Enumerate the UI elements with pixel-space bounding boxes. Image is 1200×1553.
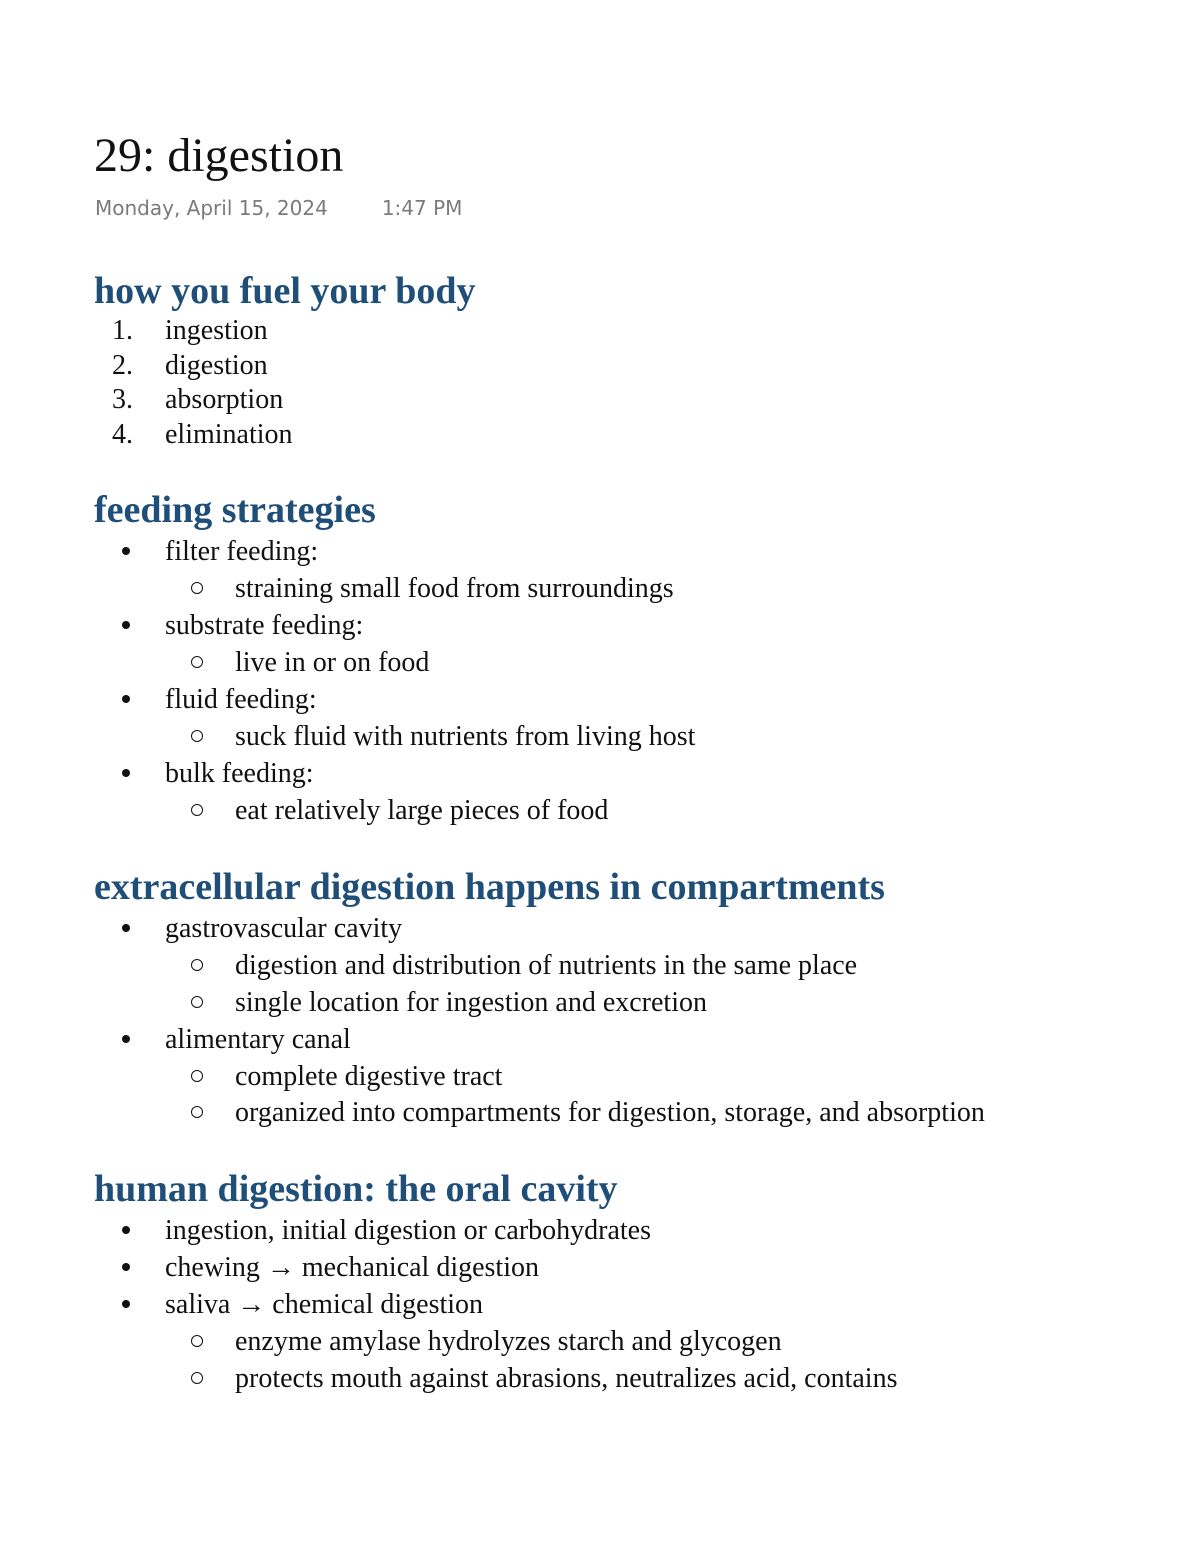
note-body [94,268,1094,1436]
note-time: 1:47 PM [381,196,463,220]
page-title: 29: digestion [94,129,344,182]
section-heading: how you fuel your body [94,270,476,312]
hollow-bullet-icon [191,959,203,971]
sub-list-item: suck fluid with nutrients from living host [94,718,1094,755]
list-item: ingestion, initial digestion or carbohydrates [94,1212,1094,1249]
bullet-icon [122,1226,130,1234]
list-item: fluid feeding: suck fluid with nutrients from living host [94,681,1094,755]
hollow-bullet-icon [191,804,203,816]
list-item: substrate feeding: live in or on food [94,607,1094,681]
section-heading: extracellular digestion happens in compartments [94,866,885,908]
list-item: 1. ingestion [112,315,268,346]
hollow-bullet-icon [191,996,203,1008]
bullet-list [94,533,1094,829]
list-item: gastrovascular cavity digestion and distribution of nutrients in the same place single location for ingestion and excretion [94,910,1094,1021]
list-item: chewing → mechanical digestion [94,1249,1094,1286]
hollow-bullet-icon [191,1372,203,1384]
hollow-bullet-icon [191,730,203,742]
section-extracellular-digestion [94,864,1094,1131]
bullet-list [94,1212,1094,1397]
list-item: filter feeding: straining small food from surroundings [94,533,1094,607]
list-item: alimentary canal complete digestive tract organized into compartments for digestion, storage, and absorption [94,1021,1094,1131]
hollow-bullet-icon [191,1106,203,1118]
sub-list-item: eat relatively large pieces of food [94,792,1094,829]
bullet-icon [122,1035,130,1043]
hollow-bullet-icon [191,1070,203,1082]
bullet-icon [122,1300,130,1308]
section-heading: human digestion: the oral cavity [94,1168,618,1210]
bullet-icon [122,769,130,777]
section-oral-cavity [94,1166,1094,1397]
section-feeding-strategies [94,487,1094,829]
hollow-bullet-icon [191,1335,203,1347]
bullet-icon [122,621,130,629]
list-item: bulk feeding: eat relatively large pieces of food [94,755,1094,829]
note-timestamp [95,194,462,222]
section-fuel-body [94,268,1094,452]
hollow-bullet-icon [191,582,203,594]
sub-list-item: single location for ingestion and excretion [94,984,1094,1021]
sub-list-item: live in or on food [94,644,1094,681]
sub-list-item: organized into compartments for digestion, storage, and absorption [94,1095,1094,1131]
list-item: 4. elimination [112,418,293,450]
list-item: 2. digestion [112,349,268,381]
bullet-list [94,910,1094,1131]
sub-list-item: protects mouth against abrasions, neutralizes acid, contains [94,1360,1094,1397]
list-item: 3. absorption [112,384,284,415]
sub-list-item: complete digestive tract [94,1058,1094,1095]
sub-list-item: enzyme amylase hydrolyzes starch and glycogen [94,1323,1094,1360]
sub-list-item: digestion and distribution of nutrients in the same place [94,947,1094,984]
bullet-icon [122,695,130,703]
bullet-icon [122,547,130,555]
bullet-icon [122,1263,130,1271]
bullet-icon [122,924,130,932]
ordered-list [94,314,1094,452]
section-heading: feeding strategies [94,489,376,531]
list-item: saliva → chemical digestion enzyme amylase hydrolyzes starch and glycogen protects mouth against abrasions, neutralizes acid, contains [94,1286,1094,1397]
hollow-bullet-icon [191,656,203,668]
sub-list-item: straining small food from surroundings [94,570,1094,607]
note-date: Monday, April 15, 2024 [95,196,328,220]
